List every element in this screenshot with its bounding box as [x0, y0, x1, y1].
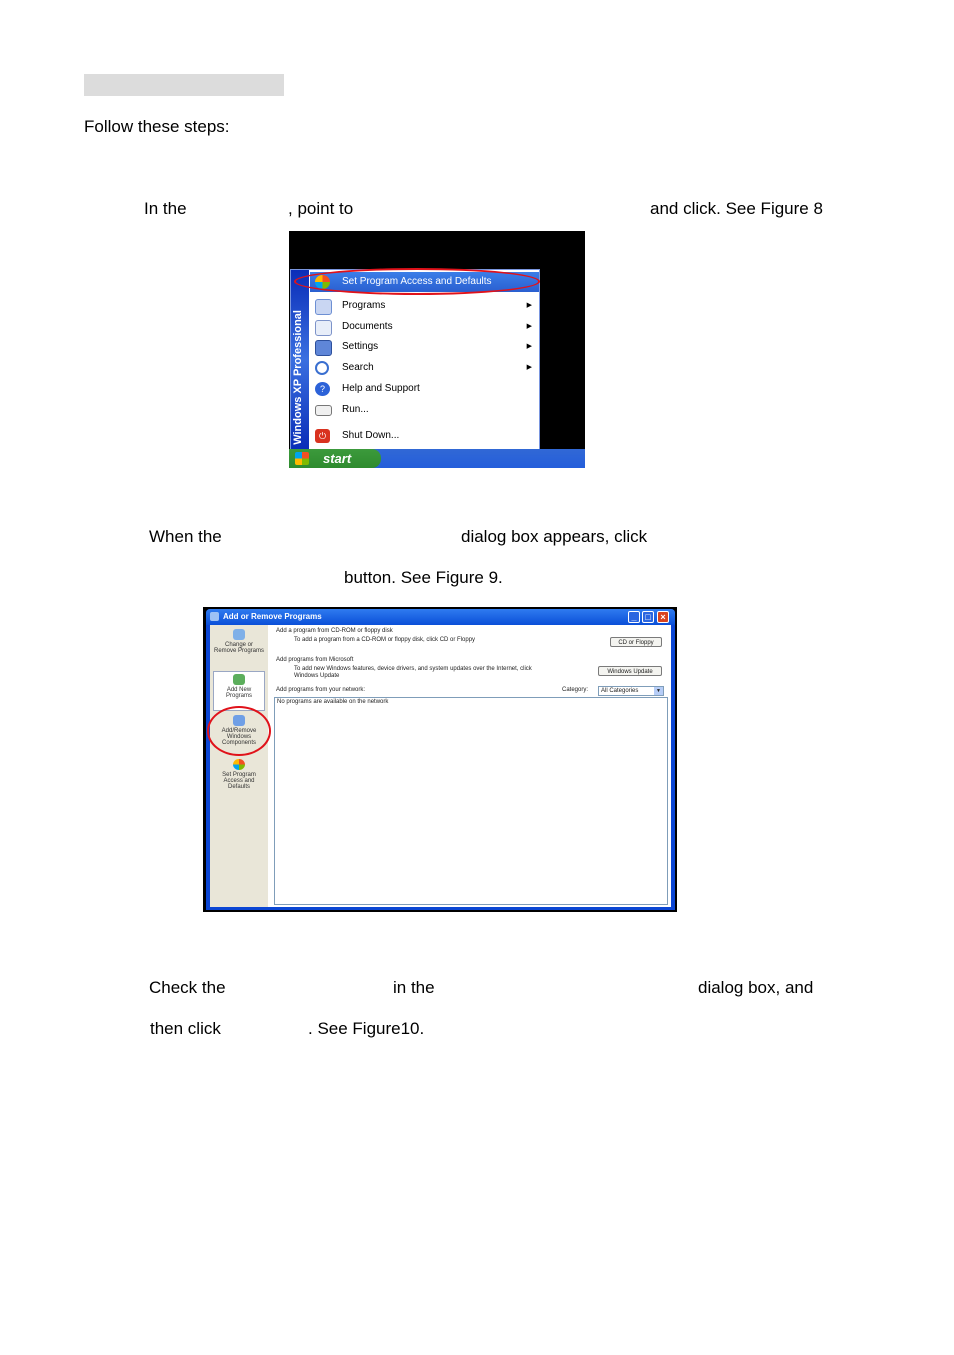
sidebar-label: Add New Programs — [225, 687, 252, 699]
step3-text-c: dialog box, and — [698, 978, 814, 997]
minimize-icon[interactable]: _ — [628, 611, 640, 623]
highlight-ring — [207, 706, 271, 756]
start-menu-sidebar — [291, 270, 309, 449]
menu-item-search[interactable] — [310, 358, 538, 378]
figure-9-add-remove-programs — [203, 607, 677, 912]
empty-list-text: No programs are available on the network — [277, 699, 389, 705]
network-heading: Add programs from your network: — [276, 687, 366, 693]
chevron-down-icon: ▼ — [654, 687, 663, 695]
start-label: start — [323, 451, 352, 466]
cd-description: To add a program from a CD-ROM or floppy disk, click CD or Floppy — [294, 637, 476, 643]
microsoft-description-line2: Windows Update — [294, 673, 340, 679]
step3-text-e: . See Figure10. — [308, 1019, 425, 1038]
figure-8-start-menu — [289, 231, 585, 468]
menu-item-label: Run... — [342, 404, 369, 415]
main-content — [272, 625, 668, 907]
programs-icon — [315, 299, 332, 315]
change-remove-icon — [233, 629, 245, 640]
window-titlebar — [206, 609, 675, 625]
menu-item-label: Set Program Access and Defaults — [342, 276, 492, 287]
documents-icon — [315, 320, 332, 336]
step2-text-b: dialog box appears, click — [461, 527, 648, 546]
sidebar-label: Change or Remove Programs — [213, 642, 264, 654]
submenu-arrow-icon: ▶ — [526, 343, 532, 350]
add-remove-programs-window — [206, 609, 675, 910]
submenu-arrow-icon: ▶ — [526, 323, 532, 330]
run-icon — [315, 405, 332, 416]
sidebar-label: Set Program Access and Defaults — [222, 772, 256, 790]
menu-item-settings[interactable] — [310, 337, 538, 357]
menu-item-shutdown[interactable] — [310, 426, 538, 446]
task-sidebar — [210, 625, 268, 907]
menu-item-label: Settings — [342, 341, 379, 352]
window-title: Add or Remove Programs — [223, 612, 322, 621]
window-body — [210, 625, 671, 907]
step2-text-c: button. See Figure 9. — [344, 568, 503, 587]
submenu-arrow-icon: ▶ — [526, 302, 532, 309]
sidebar-program-access[interactable] — [213, 757, 265, 797]
microsoft-heading: Add programs from Microsoft — [276, 657, 354, 663]
sidebar-add-new-programs[interactable] — [213, 671, 265, 711]
cd-icon — [276, 636, 289, 647]
search-icon — [315, 361, 329, 375]
add-programs-icon — [233, 674, 245, 685]
windows-update-icon — [276, 666, 289, 677]
step1-text-c: and click. See Figure 8 — [650, 199, 823, 218]
section-heading-bar — [84, 74, 284, 96]
step3-text-b: in the — [393, 978, 435, 997]
start-button[interactable] — [289, 449, 381, 468]
network-programs-list[interactable] — [274, 697, 668, 905]
menu-item-label: Shut Down... — [342, 430, 400, 441]
cd-floppy-button[interactable]: CD or Floppy — [610, 637, 662, 647]
category-value: All Categories — [601, 688, 639, 694]
start-menu — [290, 269, 540, 450]
step3-text-d: then click — [150, 1019, 221, 1038]
menu-item-programs[interactable] — [310, 296, 538, 316]
windows-flag-icon — [295, 452, 309, 465]
menu-item-label: Documents — [342, 321, 393, 332]
menu-item-run[interactable] — [310, 400, 538, 420]
shutdown-icon: ⏻ — [315, 429, 330, 443]
intro-text: Follow these steps: — [84, 117, 230, 136]
microsoft-description: To add new Windows features, device drivers, and system updates over the Internet, click — [294, 666, 532, 672]
menu-item-help[interactable] — [310, 379, 538, 399]
windows-update-button[interactable]: Windows Update — [598, 666, 662, 676]
menu-item-label: Search — [342, 362, 374, 373]
submenu-arrow-icon: ▶ — [526, 364, 532, 371]
menu-item-label: Help and Support — [342, 383, 420, 394]
step2-text-a: When the — [149, 527, 222, 546]
sidebar-label: Add/Remove Windows Components — [221, 728, 257, 746]
taskbar — [289, 449, 585, 468]
menu-item-label: Programs — [342, 300, 386, 311]
sidebar-change-remove[interactable] — [213, 627, 265, 667]
start-menu-sidebar-text: Windows XP Professional — [292, 310, 304, 445]
step3-text-a: Check the — [149, 978, 226, 997]
menu-item-documents[interactable] — [310, 317, 538, 337]
step1-text-a: In the — [144, 199, 187, 218]
app-icon — [210, 612, 219, 621]
maximize-icon[interactable]: □ — [642, 611, 654, 623]
category-select[interactable] — [598, 686, 664, 696]
cd-heading: Add a program from CD-ROM or floppy disk — [276, 628, 393, 634]
category-label: Category: — [562, 687, 589, 693]
help-icon: ? — [315, 382, 330, 396]
step1-text-b: , point to — [288, 199, 354, 218]
close-icon[interactable]: × — [657, 611, 669, 623]
program-access-icon — [233, 759, 245, 770]
settings-icon — [315, 340, 332, 356]
highlight-ring — [294, 268, 540, 295]
